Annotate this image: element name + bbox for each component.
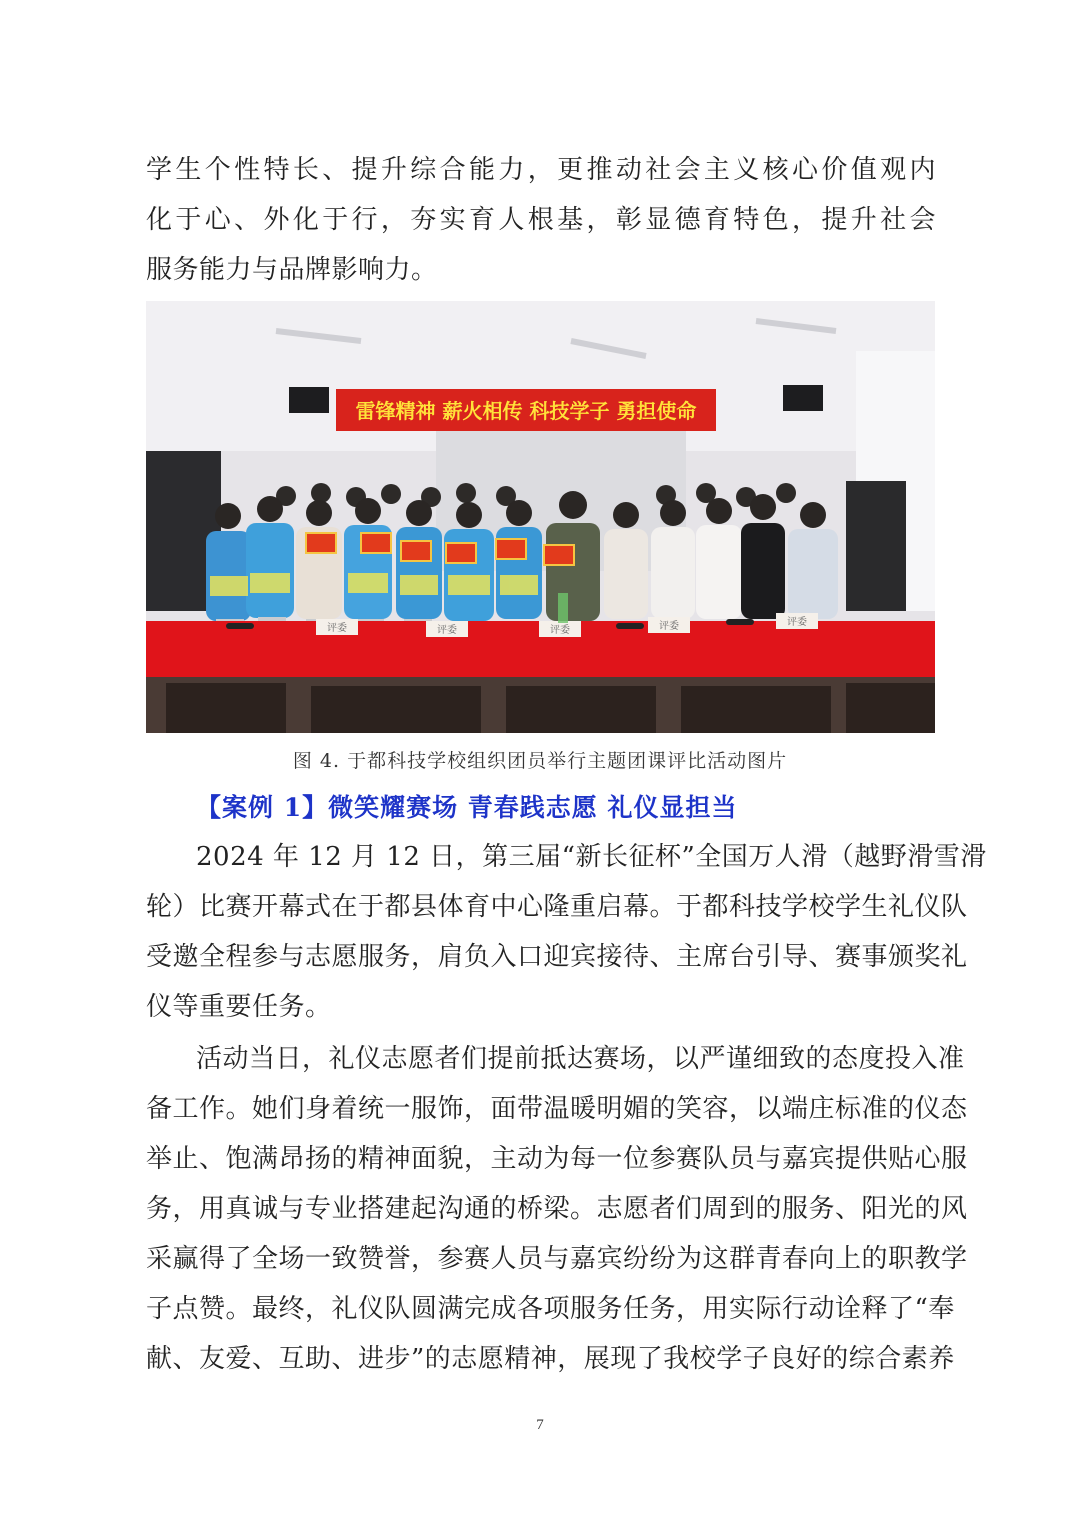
microphone-icon (726, 619, 754, 625)
body-text-line: 2024 年 12 月 12 日，第三届“新长征杯”全国万人滑（越野滑雪滑 (196, 842, 987, 872)
body-text-line: 活动当日，礼仪志愿者们提前抵达赛场，以严谨细致的态度投入准 (196, 1044, 965, 1074)
page-number: 7 (536, 1417, 544, 1433)
banner-text: 雷锋精神 薪火相传 科技学子 勇担使命 (355, 399, 697, 423)
body-text-line: 子点赞。最终，礼仪队圆满完成各项服务任务，用实际行动诠释了“奉 (146, 1294, 955, 1324)
body-text-line: 轮）比赛开幕式在于都县体育中心隆重启幕。于都科技学校学生礼仪队 (146, 892, 968, 922)
figure-caption: 图 4. 于都科技学校组织团员举行主题团课评比活动图片 (292, 750, 788, 772)
svg-text:评委: 评委 (787, 617, 807, 628)
svg-text:评委: 评委 (550, 625, 570, 636)
body-text-line: 献、友爱、互助、进步”的志愿精神，展现了我校学子良好的综合素养 (146, 1344, 955, 1374)
body-text-line: 服务能力与品牌影响力。 (146, 255, 438, 285)
body-text-line: 受邀全程参与志愿服务，肩负入口迎宾接待、主席台引导、赛事颁奖礼 (146, 942, 968, 972)
svg-text:评委: 评委 (327, 623, 347, 634)
body-text-line: 采赢得了全场一致赞誉，参赛人员与嘉宾纷纷为这群青春向上的职教学 (146, 1244, 968, 1274)
body-text-line: 备工作。她们身着统一服饰，面带温暖明媚的笑容，以端庄标准的仪态 (146, 1094, 968, 1124)
microphone-icon (616, 623, 644, 629)
speaker-icon (783, 385, 823, 411)
svg-text:评委: 评委 (437, 625, 457, 636)
water-bottle (558, 593, 568, 623)
body-text-line: 仪等重要任务。 (146, 992, 332, 1022)
body-text-line: 举止、饱满昂扬的精神面貌，主动为每一位参赛队员与嘉宾提供贴心服 (146, 1144, 968, 1174)
svg-text:评委: 评委 (659, 621, 679, 632)
body-text-line: 学生个性特长、提升综合能力，更推动社会主义核心价值观内 (146, 155, 936, 185)
microphone-icon (226, 623, 254, 629)
speaker-icon (289, 387, 329, 413)
body-text-line: 化于心、外化于行，夯实育人根基，彰显德育特色，提升社会 (146, 205, 936, 235)
body-text-line: 务，用真诚与专业搭建起沟通的桥梁。志愿者们周到的服务、阳光的风 (146, 1194, 968, 1224)
event-photo (146, 301, 935, 733)
case-title: 【案例 1】微笑耀赛场 青春践志愿 礼仪显担当 (196, 793, 738, 822)
